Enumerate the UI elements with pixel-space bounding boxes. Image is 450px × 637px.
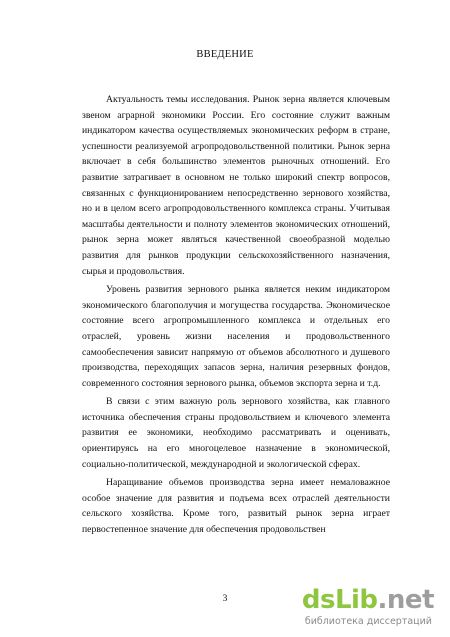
paragraph-grain-role: В связи с этим важную роль зернового хозяйства, как главного источника обеспечения страны продовольствием и ключевого элемента развития ее экономики, необходимо рассматривать и оценивать, ориентируясь на его многоцелевое назначение в экономической, социально-политической, международной и экологической сферах. [82, 396, 390, 470]
paragraph-production-growth: Наращивание объемов производства зерна имеет немаловажное особое значение для развития и подъема всех отраслей деятельности сельского хозяйства. Кроме того, развитый рынок зерна играет первостепенное значение для обеспечения продовольствен [82, 477, 390, 536]
watermark-tagline: библиотека диссертаций [304, 616, 432, 627]
watermark-logo [302, 585, 434, 615]
paragraph-relevance: Актуальность темы исследования. Рынок зерна является ключевым звеном аграрной экономики России. Его состояние служит важным индикатором качества осуществляемых экономических реформ в стране, успешности реализуемой агропродовольственной политики. Рынок зерна включает в себя большинство элементов рыночных отношений. Его развитие затрагивает в основном не только широкий спектр вопросов, связанных с функционированием непосредственно зернового хозяйства, но и в целом всего агропродовольственного комплекса страны. Учитывая масштабы деятельности и полноту элементов экономических отношений, рынок зерна может являться качественной своеобразной моделью развития для рынков продукции сельскохозяйственного назначения, сырья и продовольствия. [82, 94, 390, 277]
watermark-logo-main: dsLib [301, 585, 378, 615]
watermark-logo-suffix: .net [377, 585, 434, 615]
paragraph-development-level: Уровень развития зернового рынка является неким индикатором экономического благополучия и могущества государства. Экономическое состояние всего агропромышленного комплекса и отдельных его отраслей, уровень жизни населения и продовольственного самообеспечения зависит напрямую от объемов абсолютного и душевого производства, переходящих запасов зерна, наличия резервных фондов, современного состояния зернового рынка, объемов экспорта зерна и т.д. [82, 284, 390, 389]
document-title: ВВЕДЕНИЕ [196, 49, 254, 60]
document-body [82, 92, 390, 538]
watermark [294, 585, 444, 631]
page-number: 3 [222, 594, 228, 604]
